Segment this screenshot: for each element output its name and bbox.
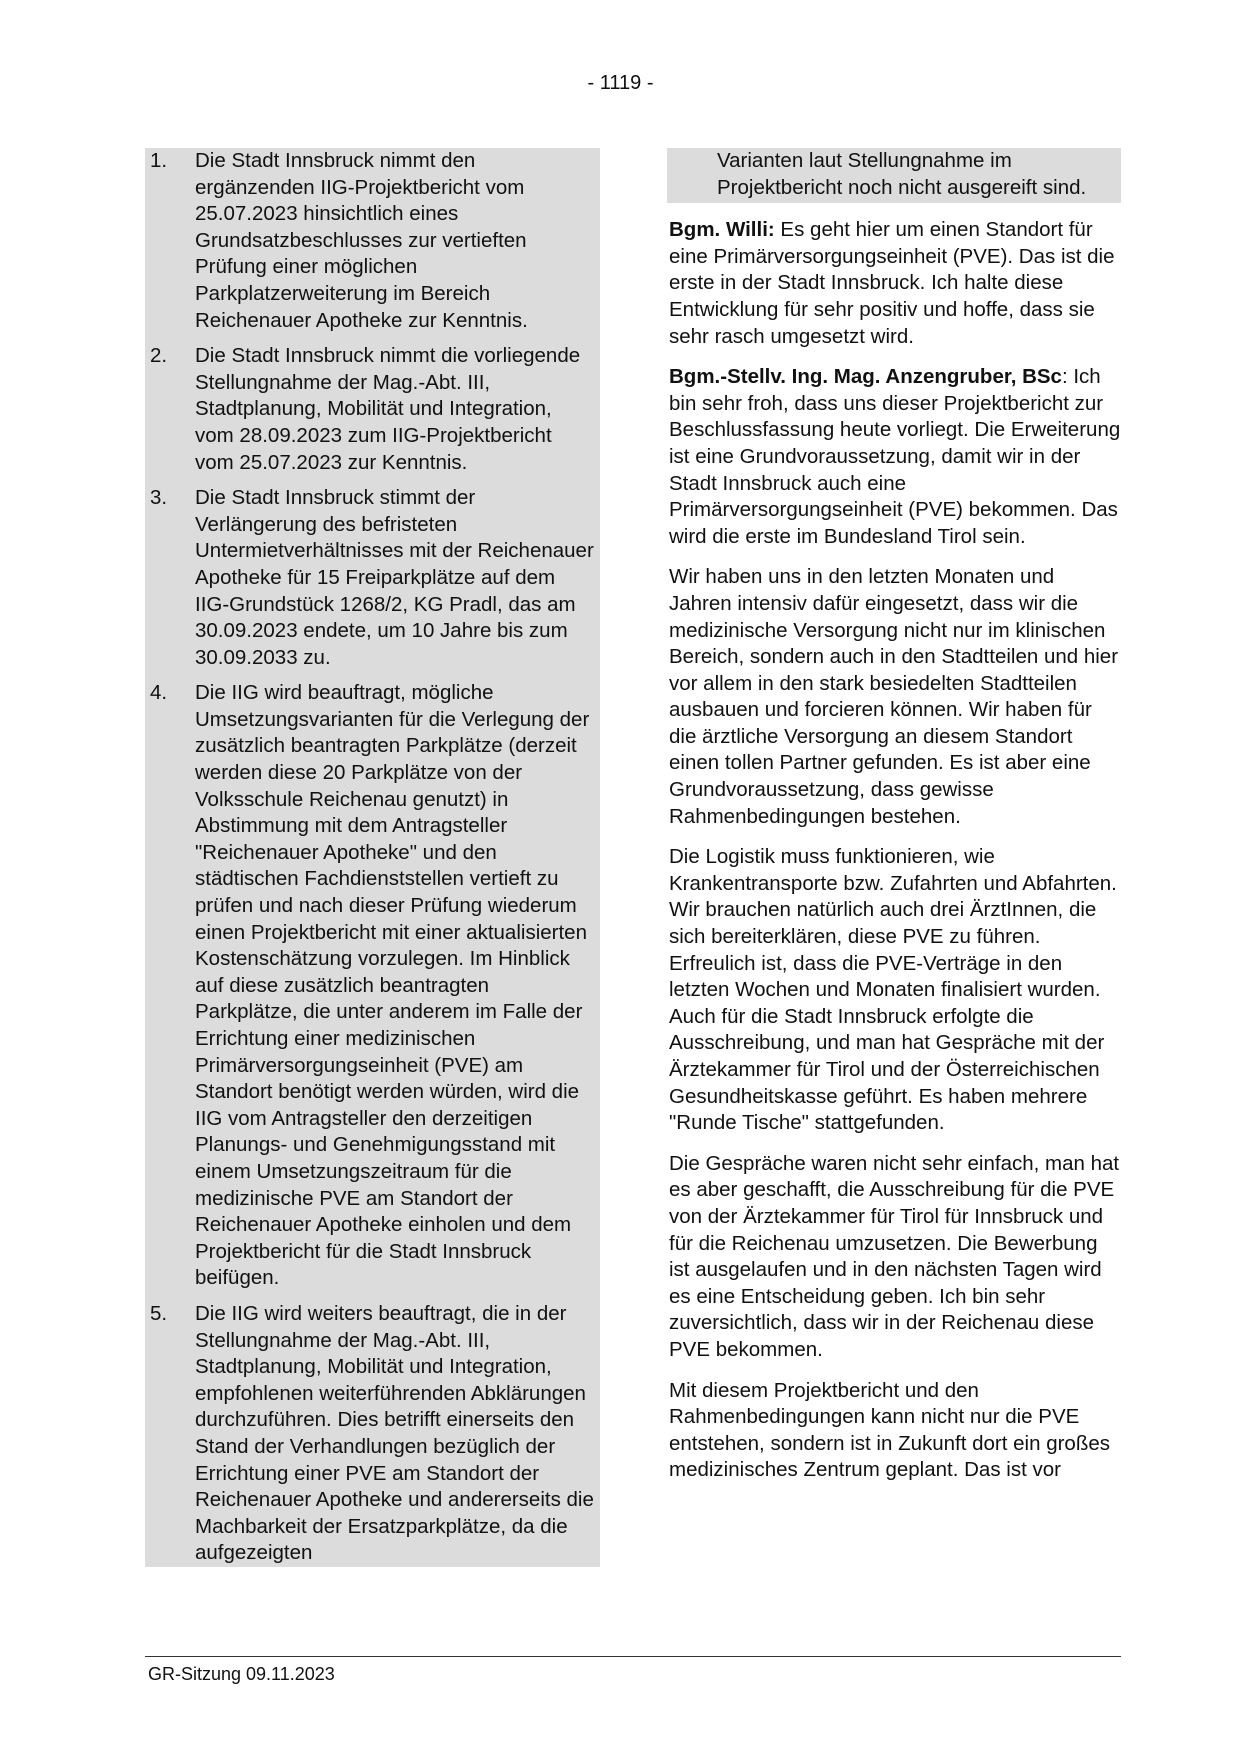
resolution-text: Die IIG wird beauftragt, mögliche Umsetzungsvarianten für die Verlegung der zusätzlich beantragten Parkplätze (derzeit werden diese 20 Parkplätze von der Volksschule Reichenau genutzt) in Abstimmung mit dem Antragsteller "Reichenauer Apotheke" und den städtischen Fachdienststellen vertieft zu prüfen und nach dieser Prüfung wiederum einen Projektbericht mit einer aktualisierten Kostenschätzung vorzulegen. Im Hinblick auf diese zusätzlich beantragten Parkplätze, die unter anderem im Falle der Errichtung einer medizinischen Primärversorgungseinheit (PVE) am Standort benötigt werden würden, wird die IIG vom Antragsteller den derzeitigen Planungs- und Genehmigungsstand mit einem Umsetzungszeitraum für die medizinische PVE am Standort der Reichenauer Apotheke einholen und dem Projektbericht für die Stadt Innsbruck beifügen.: [195, 681, 590, 1290]
resolution-item: [145, 148, 600, 334]
speech-column: [667, 148, 1121, 1498]
resolution-number: 3.: [150, 486, 168, 510]
speaker-name: Bgm.-Stellv. Ing. Mag. Anzengruber, BSc: [669, 365, 1062, 389]
resolution-text: Die Stadt Innsbruck stimmt der Verlängerung des befristeten Untermietverhältnisses mit der Reichenauer Apotheke für 15 Freiparkplätze auf dem IIG-Grundstück 1268/2, KG Pradl, das am 30.09.2023 endete, um 10 Jahre bis zum 30.09.2033 zu.: [195, 486, 594, 669]
speech-paragraph: [669, 844, 1121, 1137]
speech-paragraph: [669, 1151, 1121, 1364]
resolution-text: Die IIG wird weiters beauftragt, die in der Stellungnahme der Mag.-Abt. III, Stadtplanung, Mobilität und Integration, empfohlenen weiterführenden Abklärungen durchzuführen. Dies betrifft einerseits den Stand der Verhandlungen bezüglich der Errichtung einer PVE am Standort der Reichenauer Apotheke und andererseits die Machbarkeit der Ersatzparkplätze, da die aufgezeigten: [195, 1301, 594, 1565]
resolution-number: 2.: [150, 344, 168, 368]
resolution-text: Die Stadt Innsbruck nimmt die vorliegende Stellungnahme der Mag.-Abt. III, Stadtplanung, Mobilität und Integration, vom 28.09.2023 zum IIG-Projektbericht vom 25.07.2023 zur Kenntnis.: [195, 344, 581, 474]
resolution-continuation: Varianten laut Stellungnahme im Projektbericht noch nicht ausgereift sind.: [667, 148, 1121, 203]
resolution-number: 1.: [150, 149, 168, 172]
speech-text: Mit diesem Projektbericht und den Rahmenbedingungen kann nicht nur die PVE entstehen, sondern ist in Zukunft dort ein großes medizinisches Zentrum geplant. Das ist vor: [669, 1378, 1111, 1482]
speech-text: : Ich bin sehr froh, dass uns dieser Projektbericht zur Beschlussfassung heute vorliegt. Die Erweiterung ist eine Grundvoraussetzung, damit wir in der Stadt Innsbruck auch eine Primärversorgungseinheit (PVE) bekommen. Das wird die erste im Bundesland Tirol sein.: [669, 365, 1121, 548]
resolution-number: 4.: [150, 681, 168, 705]
speech-text: Es geht hier um einen Standort für eine Primärversorgungseinheit (PVE). Das ist die erste in der Stadt Innsbruck. Ich halte diese Entwicklung für sehr positiv und hoffe, dass sie sehr rasch umgesetzt wird.: [669, 218, 1115, 348]
speech-text: Die Logistik muss funktionieren, wie Krankentransporte bzw. Zufahrten und Abfahrten. Wir brauchen natürlich auch drei ÄrztInnen, die sich bereiterklären, diese PVE zu führen. Erfreulich ist, dass die PVE-Verträge in den letzten Wochen und Monaten finalisiert wurden. Auch für die Stadt Innsbruck erfolgte die Ausschreibung, und man hat Gespräche mit der Ärztekammer für Tirol und der Österreichischen Gesundheitskasse geführt. Es haben mehrere "Runde Tische" stattgefunden.: [669, 845, 1117, 1135]
resolution-item: [145, 1301, 600, 1567]
resolution-item: [145, 485, 600, 671]
speech-text: Wir haben uns in den letzten Monaten und Jahren intensiv dafür eingesetzt, dass wir die medizinische Versorgung nicht nur im klinischen Bereich, sondern auch in den Stadtteilen und hier vor allem in den stark besiedelten Stadtteilen ausbauen und forcieren können. Wir haben für die ärztliche Versorgung an diesem Standort einen tollen Partner gefunden. Es ist aber eine Grundvoraussetzung, dass gewisse Rahmenbedingungen bestehen.: [669, 565, 1119, 828]
page-number: - 1119 -: [587, 72, 654, 94]
resolution-number: 5.: [150, 1301, 168, 1325]
speech-paragraph: [669, 564, 1121, 830]
speech-paragraph: [669, 364, 1121, 550]
resolution-item: [145, 343, 600, 476]
speech-paragraph: [669, 1378, 1121, 1484]
footer-session: GR-Sitzung 09.11.2023: [148, 1664, 335, 1684]
speaker-name: Bgm. Willi:: [669, 218, 775, 242]
footer-divider: [145, 1656, 1121, 1657]
resolution-text: Die Stadt Innsbruck nimmt den ergänzenden IIG-Projektbericht vom 25.07.2023 hinsichtlich eines Grundsatzbeschlusses zur vertieften Prüfung einer möglichen Parkplatzerweiterung im Bereich Reichenauer Apotheke zur Kenntnis.: [195, 149, 528, 332]
resolution-list: [145, 148, 600, 1567]
speech-text: Die Gespräche waren nicht sehr einfach, man hat es aber geschafft, die Ausschreibung für die PVE von der Ärztekammer für Tirol für Innsbruck und für die Reichenau umzusetzen. Die Bewerbung ist ausgelaufen und in den nächsten Tagen wird es eine Entscheidung geben. Ich bin sehr zuversichtlich, dass wir in der Reichenau diese PVE bekommen.: [669, 1151, 1120, 1361]
speech-paragraph: [669, 217, 1121, 350]
resolution-item: [145, 680, 600, 1292]
